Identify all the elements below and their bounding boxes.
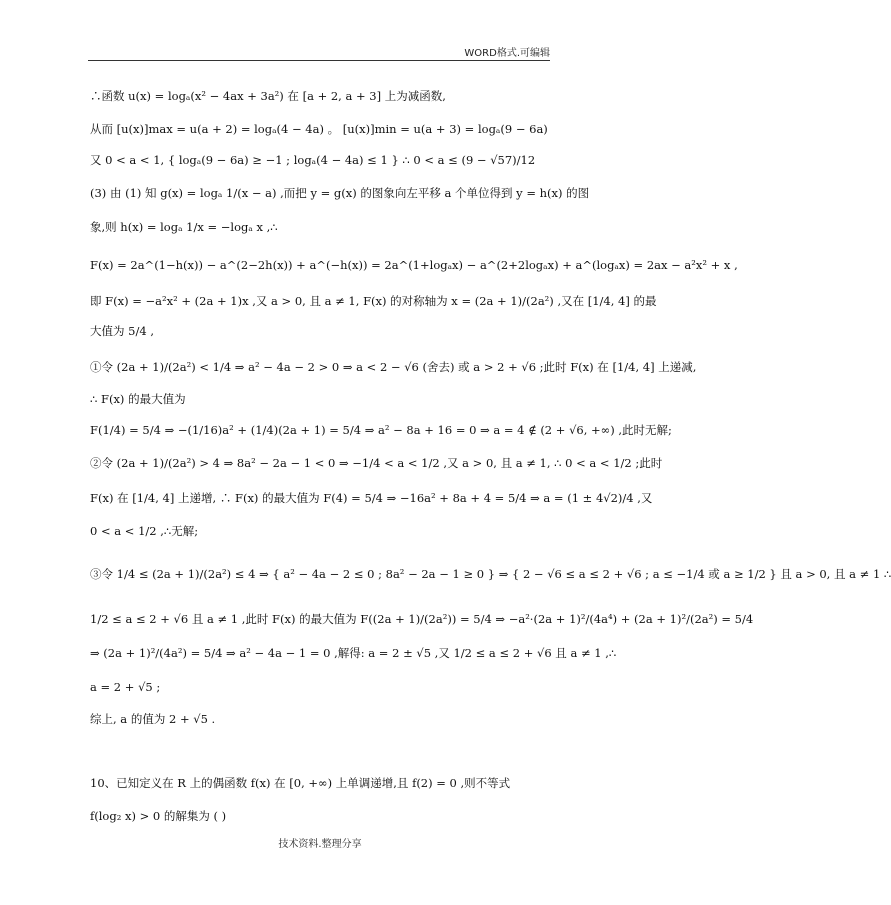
text-line-16: 1/2 ≤ a ≤ 2 + √6 且 a ≠ 1 ,此时 F(x) 的最大值为 F((2a + 1)/(2a²)) = 5/4 ⇒ −a²·(2a + 1)²/(4a⁴) + (2a + 1)²/(2a²) = 5/4	[90, 612, 754, 626]
text-line-18: a = 2 + √5 ;	[90, 680, 161, 694]
text-line-20: 10、已知定义在 R 上的偶函数 f(x) 在 [0, +∞) 上单调递增,且 f(2) = 0 ,则不等式	[90, 776, 511, 790]
text-line-21: f(log₂ x) > 0 的解集为 ( )	[90, 809, 227, 823]
text-line-15: ③令 1/4 ≤ (2a + 1)/(2a²) ≤ 4 ⇒ { a² − 4a − 2 ≤ 0 ; 8a² − 2a − 1 ≥ 0 } ⇒ { 2 − √6 ≤ a ≤ 2 + √6 ; a ≤ −1/4 或 a ≥ 1/2 } 且 a > 0, 且 a ≠ 1 ∴	[90, 567, 891, 581]
text-line-11: F(1/4) = 5/4 ⇒ −(1/16)a² + (1/4)(2a + 1) = 5/4 ⇒ a² − 8a + 16 = 0 ⇒ a = 4 ∉ (2 + √6, +∞) ,此时无解;	[90, 423, 672, 437]
text-line-14: 0 < a < 1/2 ,∴无解;	[90, 524, 199, 538]
text-line-2: 从而 [u(x)]max = u(a + 2) = logₐ(4 − 4a) 。 [u(x)]min = u(a + 3) = logₐ(9 − 6a)	[90, 122, 548, 136]
text-line-17: ⇒ (2a + 1)²/(4a²) = 5/4 ⇒ a² − 4a − 1 = 0 ,解得: a = 2 ± √5 ,又 1/2 ≤ a ≤ 2 + √6 且 a ≠ 1 ,∴	[90, 646, 617, 660]
text-line-1: ∴函数 u(x) = logₐ(x² − 4ax + 3a²) 在 [a + 2, a + 3] 上为减函数,	[90, 89, 446, 103]
text-line-10: ∴ F(x) 的最大值为	[90, 392, 186, 406]
text-line-13: F(x) 在 [1/4, 4] 上递增, ∴ F(x) 的最大值为 F(4) = 5/4 ⇒ −16a² + 8a + 4 = 5/4 ⇒ a = (1 ± 4√2)/4 ,又	[90, 491, 653, 505]
text-line-19: 综上, a 的值为 2 + √5 .	[90, 712, 216, 726]
text-line-12: ②令 (2a + 1)/(2a²) > 4 ⇒ 8a² − 2a − 1 < 0 ⇒ −1/4 < a < 1/2 ,又 a > 0, 且 a ≠ 1, ∴ 0 < a < 1/2 ;此时	[90, 456, 663, 470]
header-rule	[88, 60, 550, 61]
text-line-6: F(x) = 2a^(1−h(x)) − a^(2−2h(x)) + a^(−h(x)) = 2a^(1+logₐx) − a^(2+2logₐx) + a^(logₐx) = 2ax − a²x² + x ,	[90, 258, 738, 272]
page-footer: 技术资料.整理分享	[278, 839, 362, 850]
text-line-5: 象,则 h(x) = logₐ 1/x = −logₐ x ,∴	[90, 220, 278, 234]
text-line-3: 又 0 < a < 1, { logₐ(9 − 6a) ≥ −1 ; logₐ(4 − 4a) ≤ 1 } ∴ 0 < a ≤ (9 − √57)/12	[90, 153, 536, 167]
text-line-9: ①令 (2a + 1)/(2a²) < 1/4 ⇒ a² − 4a − 2 > 0 ⇒ a < 2 − √6 (舍去) 或 a > 2 + √6 ;此时 F(x) 在 [1/4, 4] 上递减,	[90, 360, 697, 374]
page-header: WORD格式.可编辑	[464, 48, 550, 59]
text-line-8: 大值为 5/4 ,	[90, 324, 154, 338]
text-line-7: 即 F(x) = −a²x² + (2a + 1)x ,又 a > 0, 且 a ≠ 1, F(x) 的对称轴为 x = (2a + 1)/(2a²) ,又在 [1/4, 4] 的最	[90, 294, 657, 308]
text-line-4: (3) 由 (1) 知 g(x) = logₐ 1/(x − a) ,而把 y = g(x) 的图象向左平移 a 个单位得到 y = h(x) 的图	[90, 186, 590, 200]
